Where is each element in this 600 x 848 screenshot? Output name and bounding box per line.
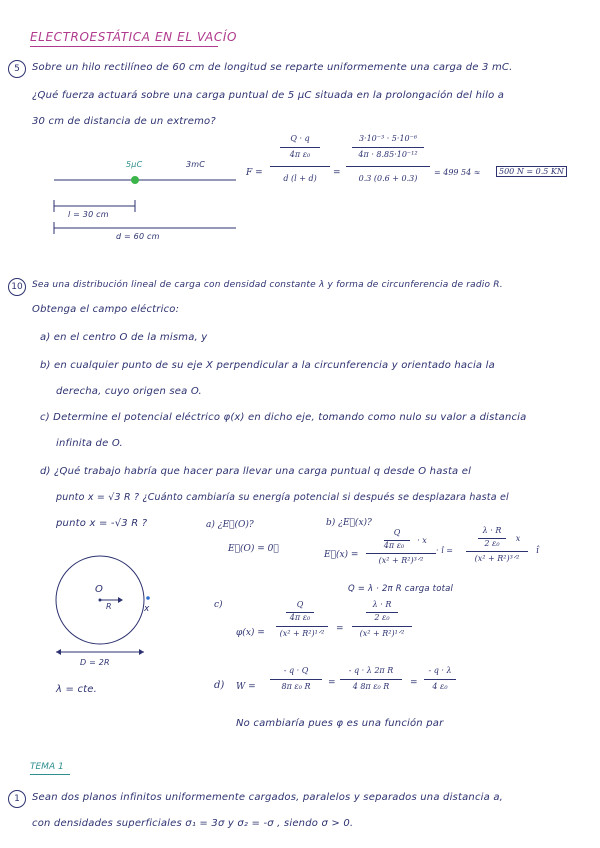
diameter-label: D = 2R [80, 658, 110, 667]
ans-c2-den: (x² + R²)¹ᐟ² [359, 629, 405, 638]
problem-5-line-1: Sobre un hilo rectilíneo de 60 cm de longitud se reparte uniformemente una carga de 3 mC. [32, 62, 513, 73]
ans-d-eq2: = [410, 678, 418, 688]
point-charge-label: 5μC [126, 160, 143, 169]
ans-b2-mid: 2 ε₀ [484, 539, 500, 548]
d-label: d = 60 cm [116, 232, 160, 241]
point-x-dot [146, 596, 150, 600]
ans-c-lhs: φ(x) = [236, 628, 265, 638]
force-approx: = 499 54 ≈ [434, 168, 481, 177]
ans-d-eq1: = [328, 678, 336, 688]
ans-d-lhs: W = [236, 682, 256, 692]
problem-1-line-2: con densidades superficiales σ₁ = 3σ y σ₂ = -σ , siendo σ > 0. [32, 818, 354, 829]
wire-charge-label: 3mC [186, 160, 206, 169]
ring-center-label: O [95, 584, 104, 595]
ring-radius-label: R [106, 602, 112, 611]
force-lhs: F = [246, 168, 263, 178]
lambda-label: λ = cte. [56, 684, 98, 695]
problem-5-line-3: 30 cm de distancia de un extremo? [32, 116, 216, 127]
problem-10-number: 10 [8, 278, 26, 296]
ans-d-den: 8π ε₀ R [281, 682, 311, 691]
problem-10-b1: b) en cualquier punto de su eje X perpendicular a la circunferencia y orientado hacia la [40, 360, 495, 371]
ans-c-top: Q [296, 600, 304, 609]
ans-b2-x: x [515, 534, 521, 543]
problem-5-line-2: ¿Qué fuerza actuará sobre una carga puntual de 5 μC situada en la prolongación del hilo a [32, 90, 505, 101]
ans-b2-top: λ · R [482, 526, 502, 535]
force-num-top: Q · q [290, 134, 310, 143]
problem-10-c2: infinita de O. [56, 438, 123, 449]
ans-d-top: - q · Q [283, 666, 309, 675]
ans-d3-den: 4 ε₀ [432, 682, 448, 691]
ans-b2-unit: î [536, 546, 539, 556]
ans-c-eq: = [336, 624, 344, 634]
problem-10-b2: derecha, cuyo origen sea O. [56, 386, 202, 397]
ans-b-lhs: E⃗(x) = [324, 550, 359, 560]
ans-c2-mid: 2 ε₀ [374, 613, 390, 622]
problem-1-number: 1 [8, 790, 26, 808]
ans-b-times: · x [417, 536, 427, 545]
problem-5-number: 5 [8, 60, 26, 78]
tema-underline [30, 774, 70, 775]
ans-c2-top: λ · R [372, 600, 392, 609]
problem-10-d2: punto x = √3 R ? ¿Cuánto cambiaría su energía potencial si después se desplazara hasta el [56, 492, 509, 503]
force-den2: 0.3 (0.6 + 0.3) [358, 174, 418, 183]
q-total-note: Q = λ · 2π R carga total [348, 584, 454, 594]
l-label: l = 30 cm [68, 210, 109, 219]
ans-b-label: b) ¿E⃗(x)? [326, 518, 372, 528]
force-eq: = [333, 168, 341, 178]
ans-d3-top: - q · λ [428, 666, 452, 675]
ring-diagram [44, 548, 174, 688]
ans-c-label: c) [214, 600, 223, 610]
ans-b-num-top: Q [393, 528, 401, 537]
ans-a-value: E⃗(O) = 0⃗ [228, 544, 279, 554]
problem-10-line-1: Sea una distribución lineal de carga con densidad constante λ y forma de circunferencia de radio R. [32, 280, 503, 290]
problem-10-line-2: Obtenga el campo eléctrico: [32, 304, 180, 315]
point-charge-dot [131, 176, 139, 184]
problem-10-a: a) en el centro O de la misma, y [40, 332, 208, 343]
ans-c-den: (x² + R²)¹ᐟ² [279, 629, 325, 638]
title-underline [30, 46, 218, 47]
ans-b-num-bottom: 4π ε₀ [383, 541, 405, 550]
ans-d-label: d) [214, 680, 225, 691]
ans-d2-top: - q · λ 2π R [348, 666, 394, 675]
force-num2-top: 3·10⁻³ · 5·10⁻⁶ [358, 134, 418, 143]
force-num2-bottom: 4π · 8.85·10⁻¹² [358, 150, 418, 159]
ans-a-label: a) ¿E⃗(O)? [206, 520, 254, 530]
ans-b-unit: · î = [436, 546, 453, 555]
ans-b-den: (x² + R²)³ᐟ² [378, 556, 424, 565]
force-den: d (l + d) [283, 174, 317, 183]
tema-heading: TEMA 1 [30, 762, 64, 772]
force-num-bottom: 4π ε₀ [289, 150, 311, 159]
problem-10-c1: c) Determine el potencial eléctrico φ(x) en dicho eje, tomando como nulo su valor a distancia [40, 412, 527, 423]
ring-x-label: x [144, 604, 150, 614]
ans-d2-den: 4 8π ε₀ R [352, 682, 390, 691]
page-title: ELECTROESTÁTICA EN EL VACÍO [30, 30, 237, 44]
ans-d-note: No cambiaría pues φ es una función par [236, 718, 444, 729]
problem-1-line-1: Sean dos planos infinitos uniformemente cargados, paralelos y separados una distancia a, [32, 792, 504, 803]
ans-b2-den: (x² + R²)³ᐟ² [474, 554, 520, 563]
ans-c-mid: 4π ε₀ [289, 613, 311, 622]
force-result-box: 500 N = 0.5 KN [496, 166, 567, 177]
problem-10-d1: d) ¿Qué trabajo habría que hacer para llevar una carga puntual q desde O hasta el [40, 466, 472, 477]
problem-10-d3: punto x = -√3 R ? [56, 518, 148, 529]
